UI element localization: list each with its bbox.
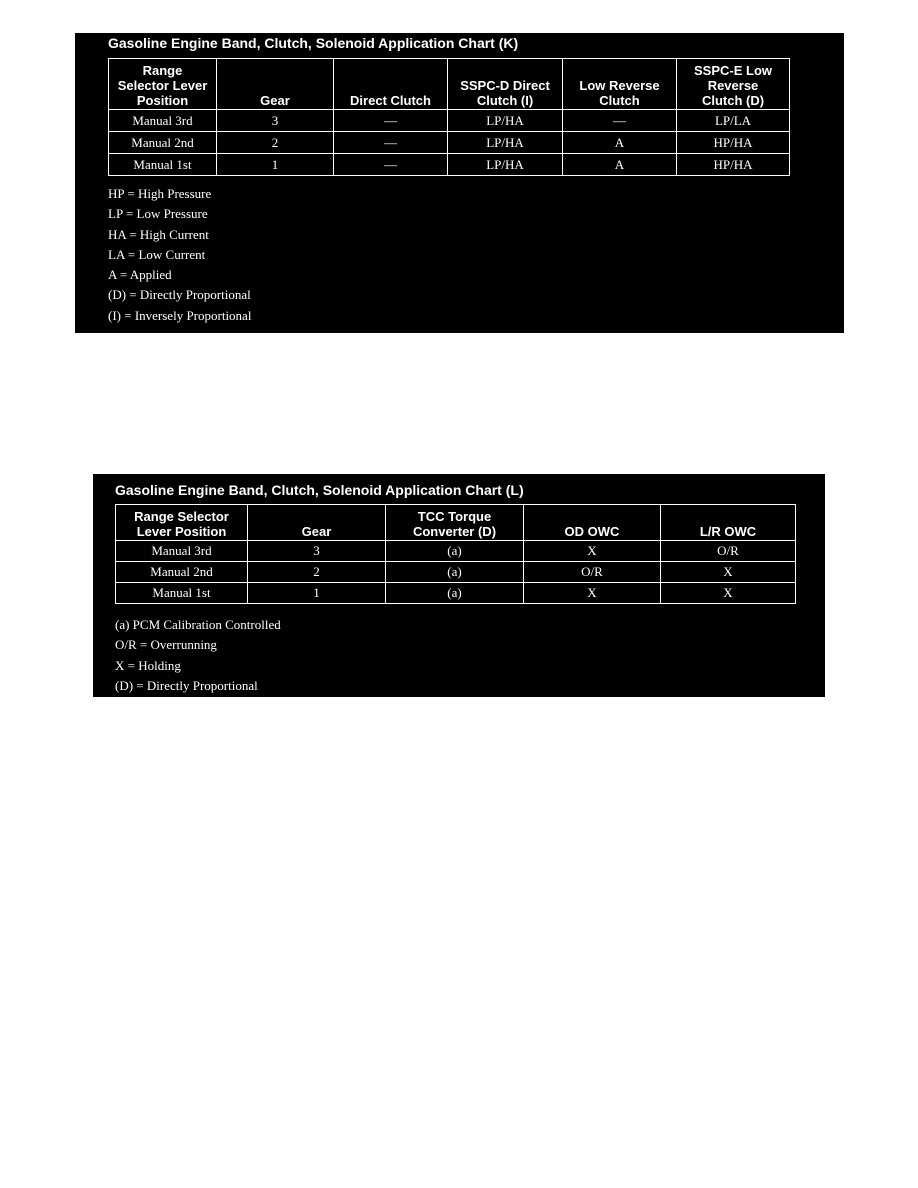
table-cell: 1 — [248, 583, 386, 604]
legend-item: (I) = Inversely Proportional — [108, 307, 252, 323]
table-cell: 3 — [217, 110, 334, 132]
table-cell: LP/HA — [448, 110, 563, 132]
chart-l-title: Gasoline Engine Band, Clutch, Solenoid Application Chart (L) — [115, 482, 524, 498]
table-cell: 3 — [248, 541, 386, 562]
table-cell: HP/HA — [677, 154, 790, 176]
table-row — [116, 583, 796, 604]
table-cell: Manual 2nd — [116, 562, 248, 583]
legend-item: HA = High Current — [108, 226, 209, 242]
chart-k-table — [108, 58, 790, 176]
table-cell: O/R — [524, 562, 661, 583]
table-cell: HP/HA — [677, 132, 790, 154]
column-header-direct-clutch: Direct Clutch — [334, 59, 448, 110]
column-header-od-owc: OD OWC — [524, 505, 661, 541]
chart-l-panel — [93, 474, 825, 697]
table-cell: A — [563, 154, 677, 176]
table-row — [109, 110, 790, 132]
column-header-range-selector: Range Selector Lever Position — [109, 59, 217, 110]
table-cell: A — [563, 132, 677, 154]
column-header-sspc-d-direct-clutch: SSPC-D Direct Clutch (I) — [448, 59, 563, 110]
legend-item: HP = High Pressure — [108, 186, 212, 201]
column-header-range-selector: Range Selector Lever Position — [116, 505, 248, 541]
table-cell: X — [524, 541, 661, 562]
column-header-gear: Gear — [248, 505, 386, 541]
table-cell: LP/HA — [448, 132, 563, 154]
legend-item: A = Applied — [108, 267, 172, 283]
chart-k-header-row — [109, 59, 790, 110]
table-cell: X — [661, 562, 796, 583]
legend-item: LP = Low Pressure — [108, 206, 208, 222]
table-cell: — — [334, 154, 448, 176]
legend-item: LA = Low Current — [108, 246, 206, 262]
table-row — [109, 154, 790, 176]
legend-item: (D) = Directly Proportional — [115, 677, 258, 693]
table-cell: 1 — [217, 154, 334, 176]
table-cell: (a) — [386, 541, 524, 562]
legend-item: X = Holding — [115, 657, 181, 673]
table-cell: X — [661, 583, 796, 604]
table-row — [116, 541, 796, 562]
chart-k-title: Gasoline Engine Band, Clutch, Solenoid Application Chart (K) — [108, 35, 519, 51]
chart-l-table — [115, 504, 796, 604]
chart-l-legend — [115, 615, 281, 696]
table-cell: O/R — [661, 541, 796, 562]
table-row — [109, 132, 790, 154]
column-header-gear: Gear — [217, 59, 334, 110]
table-cell: LP/HA — [448, 154, 563, 176]
table-cell: Manual 1st — [116, 583, 248, 604]
column-header-low-reverse-clutch: Low Reverse Clutch — [563, 59, 677, 110]
table-cell: — — [334, 132, 448, 154]
table-cell: 2 — [248, 562, 386, 583]
table-cell: Manual 1st — [109, 154, 217, 176]
column-header-tcc-torque-converter: TCC Torque Converter (D) — [386, 505, 524, 541]
chart-k-legend — [108, 184, 251, 326]
table-cell: — — [563, 110, 677, 132]
legend-item: (D) = Directly Proportional — [108, 287, 251, 303]
table-cell: (a) — [386, 562, 524, 583]
table-cell: LP/LA — [677, 110, 790, 132]
column-header-lr-owc: L/R OWC — [661, 505, 796, 541]
legend-item: O/R = Overrunning — [115, 637, 217, 653]
table-cell: Manual 2nd — [109, 132, 217, 154]
table-cell: — — [334, 110, 448, 132]
table-cell: Manual 3rd — [109, 110, 217, 132]
chart-k-panel — [75, 33, 844, 333]
table-row — [116, 562, 796, 583]
chart-l-header-row — [116, 505, 796, 541]
table-cell: (a) — [386, 583, 524, 604]
table-cell: X — [524, 583, 661, 604]
legend-item: (a) PCM Calibration Controlled — [115, 617, 281, 632]
table-cell: Manual 3rd — [116, 541, 248, 562]
column-header-sspc-e-low-reverse-clutch: SSPC-E Low Reverse Clutch (D) — [677, 59, 790, 110]
table-cell: 2 — [217, 132, 334, 154]
